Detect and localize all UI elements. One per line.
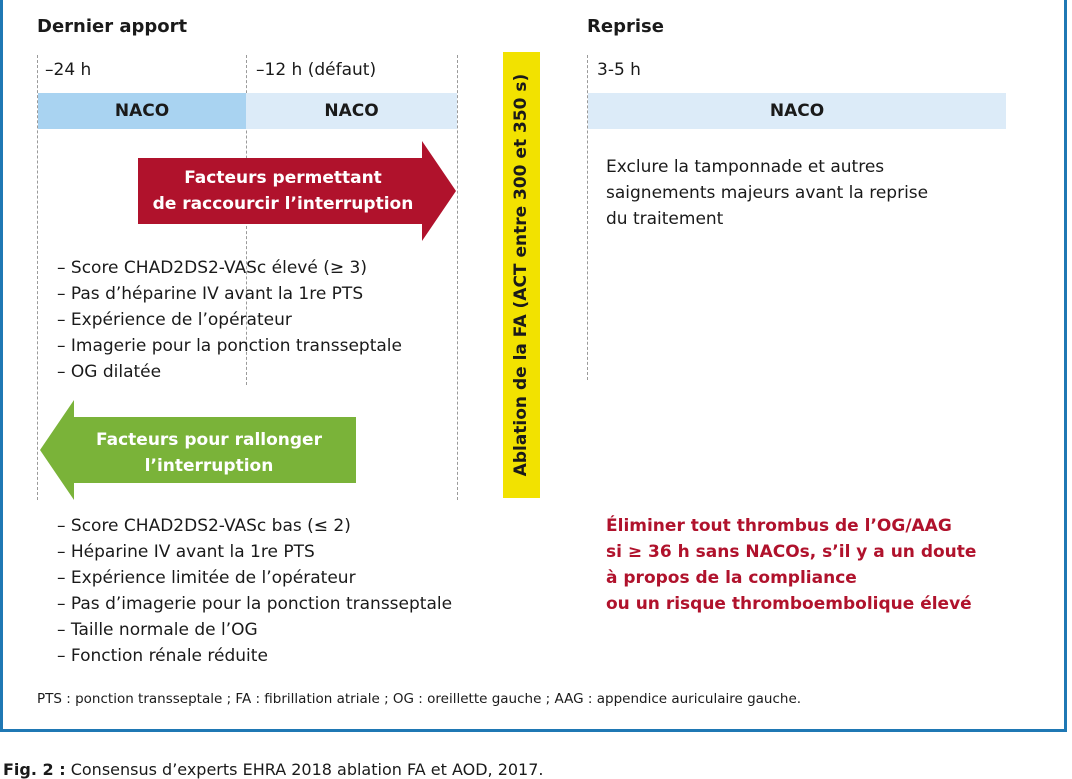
list-item: – Imagerie pour la ponction transseptale [57, 336, 402, 356]
thrombus-warning [606, 513, 976, 617]
ablation-label: Ablation de la FA (ACT entre 300 et 350 s) [511, 73, 531, 477]
naco-bar-12h-label: NACO [324, 101, 379, 121]
timepoint-3-5h: 3-5 h [597, 60, 641, 80]
lengthen-arrow-line2: l’interruption [144, 456, 274, 476]
naco-bar-resume [588, 93, 1006, 129]
naco-bar-24h [38, 93, 246, 129]
shorten-arrow-line1: Facteurs permettant [184, 168, 382, 188]
naco-bar-12h [246, 93, 457, 129]
naco-bar-24h-label: NACO [114, 101, 170, 121]
lengthen-arrow-line1: Facteurs pour rallonger [96, 430, 322, 450]
resume-note-line3: du traitement [606, 209, 724, 229]
caption-text: Consensus d’experts EHRA 2018 ablation FA et AOD, 2017. [65, 760, 544, 779]
list-item: – OG dilatée [57, 362, 162, 382]
figure-caption [3, 760, 544, 779]
list-item: – Pas d’héparine IV avant la 1re PTS [57, 284, 364, 304]
abbreviations-footnote: PTS : ponction transseptale ; FA : fibrillation atriale ; OG : oreillette gauche ; AAG : appendice auriculaire gauche. [37, 691, 802, 707]
list-item: – Expérience limitée de l’opérateur [57, 568, 356, 588]
lengthen-factors-list [57, 513, 452, 669]
list-item: – Taille normale de l’OG [57, 620, 258, 640]
list-item: – Pas d’imagerie pour la ponction transseptale [57, 594, 453, 614]
resume-note-line2: saignements majeurs avant la reprise [606, 183, 929, 203]
header-last-intake: Dernier apport [37, 16, 188, 37]
shorten-factors-list [57, 255, 402, 385]
list-item: – Héparine IV avant la 1re PTS [57, 542, 315, 562]
resume-note-line1: Exclure la tamponnade et autres [606, 157, 885, 177]
warning-line2: si ≥ 36 h sans NACOs, s’il y a un doute [606, 542, 977, 562]
list-item: – Score CHAD2DS2-VASc élevé (≥ 3) [57, 258, 367, 278]
warning-line3: à propos de la compliance [606, 568, 857, 588]
caption-label: Fig. 2 : [3, 760, 66, 779]
resume-note [606, 154, 928, 232]
lengthen-arrow-label [74, 427, 344, 479]
guide-line-procedure [457, 55, 458, 500]
timepoint-minus-12h: –12 h (défaut) [256, 60, 377, 80]
list-item: – Score CHAD2DS2-VASc bas (≤ 2) [57, 516, 351, 536]
timepoint-minus-24h: –24 h [45, 60, 92, 80]
list-item: – Fonction rénale réduite [57, 646, 268, 666]
shorten-arrow-line2: de raccourcir l’interruption [152, 194, 414, 214]
naco-bar-resume-label: NACO [769, 101, 825, 121]
warning-line4: ou un risque thromboembolique élevé [606, 594, 972, 614]
shorten-arrow-label [143, 165, 423, 217]
warning-line1: Éliminer tout thrombus de l’OG/AAG [606, 516, 952, 536]
list-item: – Expérience de l’opérateur [57, 310, 292, 330]
header-resumption: Reprise [587, 16, 664, 37]
